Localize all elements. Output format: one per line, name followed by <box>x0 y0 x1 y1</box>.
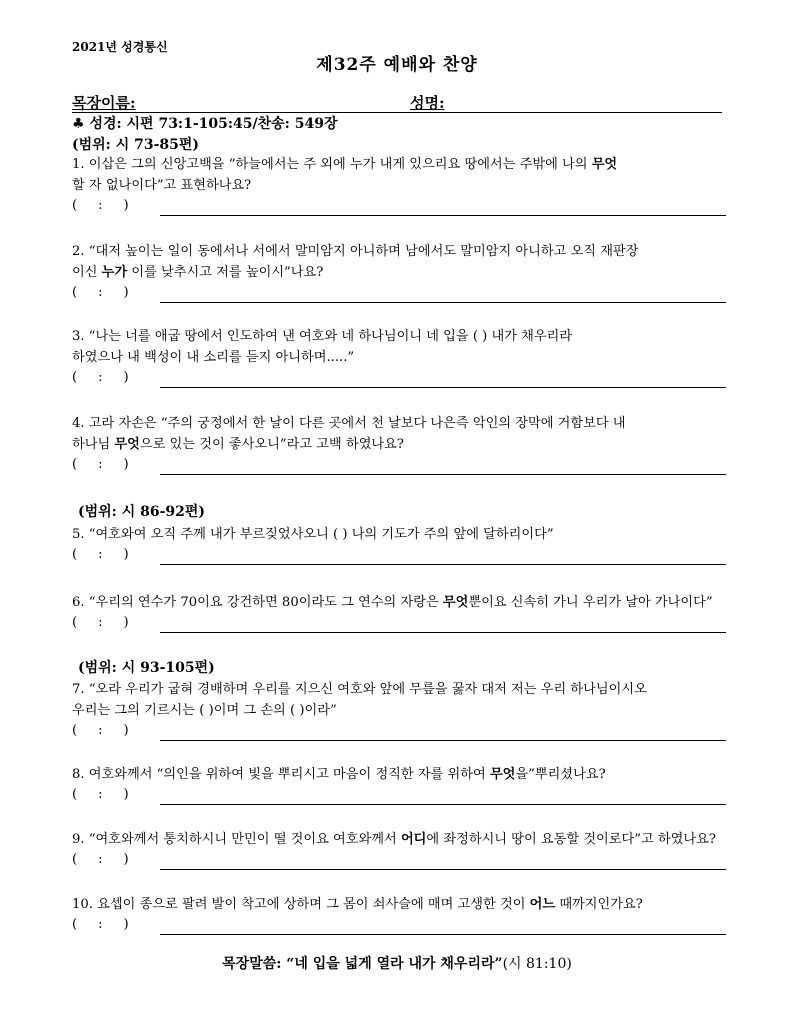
answer-row <box>72 455 726 475</box>
question-text: 8. 여호와께서 “의인을 위하여 빛을 뿌리시고 마음이 정직한 자를 위하여 <box>72 767 490 782</box>
question-text-line <box>72 413 726 434</box>
answer-verse-reference-blank[interactable]: ( : ) <box>72 917 129 932</box>
answer-verse-reference-blank[interactable]: ( : ) <box>72 547 129 562</box>
question-text-line <box>72 894 726 915</box>
question-text-line <box>72 764 726 785</box>
question-6 <box>72 592 726 633</box>
answer-row <box>72 196 726 216</box>
question-text-line <box>72 347 726 368</box>
question-text-line <box>72 829 726 850</box>
question-keyword: 무엇 <box>591 157 618 172</box>
reading-assignment <box>72 113 337 133</box>
answer-verse-reference-blank[interactable]: ( : ) <box>72 852 129 867</box>
question-10 <box>72 894 726 935</box>
question-text: 을”뿌리셨나요? <box>515 767 606 782</box>
answer-line[interactable] <box>160 201 726 216</box>
answer-line[interactable] <box>160 288 726 303</box>
footer-ref: (시 81:10) <box>502 956 572 972</box>
question-text-line <box>72 326 726 347</box>
question-text: 6. “우리의 연수가 70이요 강건하면 80이라도 그 연수의 자랑은 <box>72 595 443 610</box>
question-text: 으로 있는 것이 좋사오니”라고 고백 하였나요? <box>139 437 404 452</box>
reading-text: 성경: 시편 73:1-105:45/찬송: 549장 <box>89 116 338 132</box>
question-7 <box>72 679 726 741</box>
answer-verse-reference-blank[interactable]: ( : ) <box>72 285 129 300</box>
answer-line[interactable] <box>160 726 726 741</box>
question-text-line <box>72 175 726 196</box>
question-keyword: 어디 <box>400 832 427 847</box>
answer-row <box>72 721 726 741</box>
answer-row <box>72 613 726 633</box>
question-text: 뿐이요 신속히 가니 우리가 날아 가나이다” <box>468 595 713 610</box>
question-text: 하였으나 내 백성이 내 소리를 듣지 아니하며.....” <box>72 350 355 365</box>
answer-verse-reference-blank[interactable]: ( : ) <box>72 615 129 630</box>
question-text: 할 자 없나이다”고 표현하나요? <box>72 178 252 193</box>
question-text: 3. “나는 너를 애굽 땅에서 인도하여 낸 여호와 네 하나님이니 네 입을 ( ) 내가 채우리라 <box>72 329 573 344</box>
answer-line[interactable] <box>160 373 726 388</box>
answer-row <box>72 785 726 805</box>
question-8 <box>72 764 726 805</box>
question-5 <box>72 524 726 565</box>
page-title: 제32주 예배와 찬양 <box>316 55 478 75</box>
question-2 <box>72 241 726 303</box>
answer-line[interactable] <box>160 618 726 633</box>
answer-row <box>72 368 726 388</box>
question-text-line <box>72 679 726 700</box>
footer-memory-verse <box>0 953 794 973</box>
answer-row <box>72 283 726 303</box>
question-text: 때까지인가요? <box>555 897 643 912</box>
question-text-line <box>72 241 726 262</box>
question-text: 10. 요셉이 종으로 팔려 발이 착고에 상하며 그 몸이 쇠사슬에 매며 고생한 것이 <box>72 897 530 912</box>
question-text: 우리는 그의 기르시는 ( )이며 그 손의 ( )이라” <box>72 703 337 718</box>
question-text-line <box>72 700 726 721</box>
name-row <box>72 92 722 113</box>
question-text: 5. “여호와여 오직 주께 내가 부르짖었사오니 ( ) 나의 기도가 주의 앞에 달하리이다” <box>72 527 554 542</box>
answer-row <box>72 915 726 935</box>
question-text: 7. “오라 우리가 굽혀 경배하며 우리를 지으신 여호와 앞에 무릎을 꿇자 대저 저는 우리 하나님이시오 <box>72 682 647 697</box>
range-header-2: (범위: 시 86-92편) <box>78 504 206 520</box>
student-name-label: 성명: <box>410 94 445 112</box>
answer-verse-reference-blank[interactable]: ( : ) <box>72 457 129 472</box>
question-keyword: 무엇 <box>114 437 140 452</box>
question-4 <box>72 413 726 475</box>
question-text: 이신 <box>72 265 102 280</box>
question-keyword: 어느 <box>529 897 556 912</box>
question-1 <box>72 154 726 216</box>
answer-verse-reference-blank[interactable]: ( : ) <box>72 370 129 385</box>
club-suit-icon: ♣ <box>72 116 85 132</box>
question-text: 에 좌정하시니 땅이 요동할 것이로다”고 하였나요? <box>426 832 716 847</box>
answer-line[interactable] <box>160 550 726 565</box>
question-text: 2. “대저 높이는 일이 동에서나 서에서 말미암지 아니하며 남에서도 말미암지 아니하고 오직 재판장 <box>72 244 639 259</box>
question-text: 4. 고라 자손은 “주의 궁정에서 한 날이 다른 곳에서 천 날보다 나은즉 악인의 장막에 거함보다 내 <box>72 416 626 431</box>
answer-verse-reference-blank[interactable]: ( : ) <box>72 198 129 213</box>
header-date-label: 2021년 성경통신 <box>72 40 168 54</box>
answer-line[interactable] <box>160 920 726 935</box>
range-header-1: (범위: 시 73-85편) <box>72 137 200 153</box>
question-keyword: 무엇 <box>489 767 516 782</box>
question-keyword: 누가 <box>101 265 128 280</box>
question-text-line <box>72 434 726 455</box>
question-text-line <box>72 524 726 545</box>
question-text: 이를 낮추시고 저를 높이시”나요? <box>127 265 324 280</box>
question-text-line <box>72 154 726 175</box>
range-header-3: (범위: 시 93-105편) <box>78 660 215 676</box>
answer-line[interactable] <box>160 855 726 870</box>
answer-verse-reference-blank[interactable]: ( : ) <box>72 723 129 738</box>
question-3 <box>72 326 726 388</box>
question-9 <box>72 829 726 870</box>
question-text: 9. “여호와께서 통치하시니 만민이 떨 것이요 여호와께서 <box>72 832 401 847</box>
footer-label: 목장말씀: <box>222 956 287 972</box>
answer-row <box>72 850 726 870</box>
answer-line[interactable] <box>160 460 726 475</box>
answer-row <box>72 545 726 565</box>
question-text: 하나님 <box>72 437 115 452</box>
parish-name-label: 목장이름: <box>72 94 136 112</box>
answer-verse-reference-blank[interactable]: ( : ) <box>72 787 129 802</box>
answer-line[interactable] <box>160 790 726 805</box>
footer-verse: “네 입을 넓게 열라 내가 채우리라” <box>286 956 503 972</box>
question-text: 1. 이삽은 그의 신앙고백을 “하늘에서는 주 외에 누가 내게 있으리요 땅에서는 주밖에 나의 <box>72 157 592 172</box>
question-keyword: 무엇 <box>442 595 469 610</box>
question-text-line <box>72 262 726 283</box>
question-text-line <box>72 592 726 613</box>
